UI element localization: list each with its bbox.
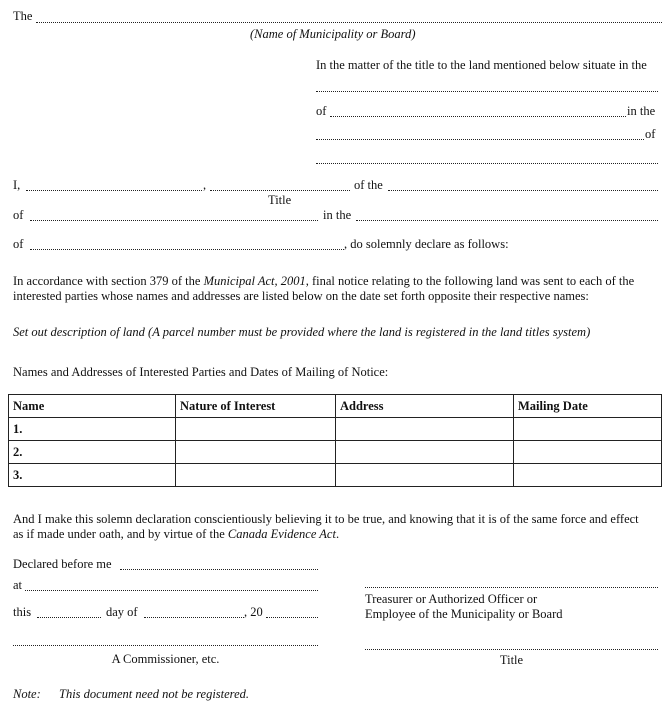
mailing-date-cell[interactable] xyxy=(514,418,662,441)
canada-evidence-act-title: Canada Evidence Act xyxy=(227,527,336,541)
names-heading: Names and Addresses of Interested Parties and Dates of Mailing of Notice: xyxy=(13,365,389,379)
treasurer-caption-2: Employee of the Municipality or Board xyxy=(365,607,563,621)
signatory-title-line[interactable] xyxy=(365,649,658,650)
in-the-label: in the xyxy=(323,208,352,222)
day-field[interactable] xyxy=(37,617,101,618)
the-label: The xyxy=(13,9,33,23)
address-cell[interactable] xyxy=(336,441,514,464)
year-label: , 20 xyxy=(244,605,263,619)
matter-line-3[interactable] xyxy=(316,139,644,140)
note-text: This document need not be registered. xyxy=(59,687,250,701)
address-cell[interactable] xyxy=(336,464,514,487)
commissioner-signature-line[interactable] xyxy=(13,645,318,646)
matter-line-4[interactable] xyxy=(316,163,658,164)
nature-cell[interactable] xyxy=(176,441,336,464)
of-field-2[interactable] xyxy=(30,249,344,250)
mailing-date-cell[interactable] xyxy=(514,441,662,464)
header-address: Address xyxy=(336,395,514,418)
table-row xyxy=(9,441,662,464)
nature-cell[interactable] xyxy=(176,464,336,487)
title-caption: Title xyxy=(268,193,292,207)
of-the-field[interactable] xyxy=(388,190,658,191)
in-the-field[interactable] xyxy=(356,220,658,221)
accordance-line-2: interested parties whose names and addresses are listed below on the date set forth opposite their respective names: xyxy=(13,289,589,303)
header-nature-of-interest: Nature of Interest xyxy=(176,395,336,418)
matter-line-1[interactable] xyxy=(316,91,658,92)
table-row xyxy=(9,464,662,487)
month-field[interactable] xyxy=(144,617,244,618)
municipal-act-title: Municipal Act, 2001 xyxy=(203,274,306,288)
header-name: Name xyxy=(9,395,176,418)
mailing-date-cell[interactable] xyxy=(514,464,662,487)
treasurer-signature-line[interactable] xyxy=(365,587,658,588)
of-field-1[interactable] xyxy=(30,220,318,221)
table-row xyxy=(9,418,662,441)
matter-of-label: of xyxy=(316,104,327,118)
declarant-title-field[interactable] xyxy=(210,190,350,191)
of-label-2: of xyxy=(13,237,24,251)
land-description-instruction: Set out description of land (A parcel number must be provided where the land is registered in the land titles system) xyxy=(13,325,591,339)
at-label: at xyxy=(13,578,23,592)
row-number: 2. xyxy=(9,441,176,464)
declared-before-label: Declared before me xyxy=(13,557,112,571)
of-label-1: of xyxy=(13,208,24,222)
row-number: 3. xyxy=(9,464,176,487)
nature-cell[interactable] xyxy=(176,418,336,441)
declare-text: , do solemnly declare as follows: xyxy=(344,237,509,251)
solemn-line-2: as if made under oath, and by virtue of the Canada Evidence Act. xyxy=(13,527,340,541)
treasurer-caption-1: Treasurer or Authorized Officer or xyxy=(365,592,538,606)
address-cell[interactable] xyxy=(336,418,514,441)
matter-in-the-label: in the xyxy=(627,104,656,118)
this-label: this xyxy=(13,605,32,619)
header-mailing-date: Mailing Date xyxy=(514,395,662,418)
matter-text: In the matter of the title to the land mentioned below situate in the xyxy=(316,58,647,72)
note-label: Note: xyxy=(13,687,41,701)
declarant-name-field[interactable] xyxy=(26,190,202,191)
municipality-name-field[interactable] xyxy=(36,22,662,23)
signatory-title-caption: Title xyxy=(499,653,524,667)
matter-of-field[interactable] xyxy=(330,116,626,117)
i-label: I, xyxy=(13,178,21,192)
row-number: 1. xyxy=(9,418,176,441)
interested-parties-table xyxy=(8,394,662,487)
declared-before-field[interactable] xyxy=(120,569,318,570)
matter-of-label-2: of xyxy=(645,127,656,141)
table-header-row xyxy=(9,395,662,418)
of-the-label: of the xyxy=(354,178,383,192)
at-field[interactable] xyxy=(25,590,318,591)
accordance-line-1: In accordance with section 379 of the Municipal Act, 2001, final notice relating to the following land was sent to each of the xyxy=(13,274,635,288)
municipality-caption: (Name of Municipality or Board) xyxy=(250,27,416,41)
solemn-line-1: And I make this solemn declaration conscientiously believing it to be true, and knowing that it is of the same force and effect xyxy=(13,512,639,526)
day-of-label: day of xyxy=(106,605,138,619)
commissioner-caption: A Commissioner, etc. xyxy=(111,652,220,666)
year-field[interactable] xyxy=(266,617,318,618)
